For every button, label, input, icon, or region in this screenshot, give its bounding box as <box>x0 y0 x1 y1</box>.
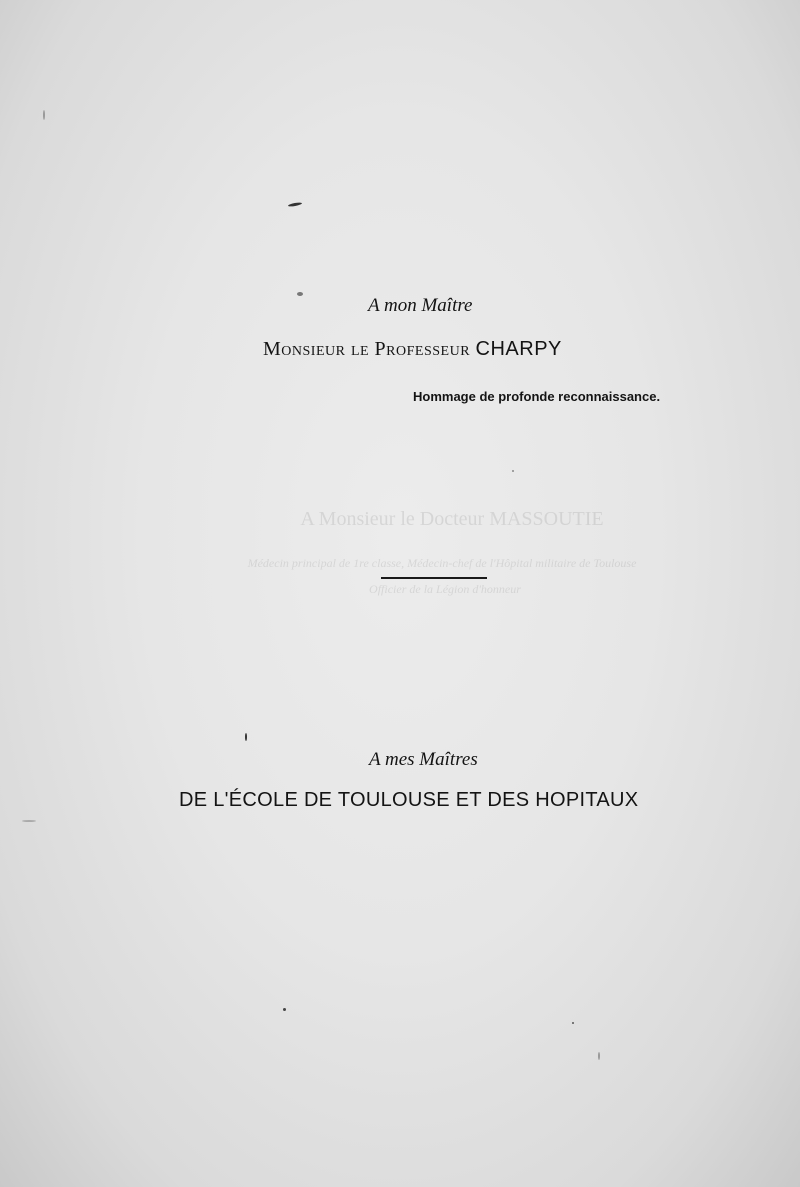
scan-speck <box>572 1022 574 1024</box>
scan-speck <box>297 292 303 296</box>
separator-rule <box>381 577 487 579</box>
scan-speck <box>512 470 514 472</box>
dedication-1-recipient-name: CHARPY <box>475 338 562 360</box>
bleedthrough-line-3: Officier de la Légion d'honneur <box>369 582 521 596</box>
dedication-1-recipient <box>263 338 562 361</box>
dedication-1-note: Hommage de profonde reconnaissance. <box>413 389 661 404</box>
dedication-2-recipients: DE L'ÉCOLE DE TOULOUSE ET DES HOPITAUX <box>179 789 639 811</box>
scan-speck <box>22 820 36 822</box>
scan-speck <box>598 1052 600 1060</box>
dedication-1-heading: A mon Maître <box>368 295 473 316</box>
bleedthrough-line-1: A Monsieur le Docteur MASSOUTIE <box>300 508 604 530</box>
scan-speck <box>43 110 45 120</box>
scan-speck <box>245 733 247 741</box>
scan-speck <box>283 1008 286 1011</box>
scan-speck <box>288 202 302 207</box>
dedication-1-recipient-prefix: Monsieur le Professeur <box>263 338 471 360</box>
dedication-2-heading: A mes Maîtres <box>369 749 478 770</box>
bleedthrough-line-2: Médecin principal de 1re classe, Médecin-chef de l'Hôpital militaire de Toulouse <box>247 556 637 570</box>
